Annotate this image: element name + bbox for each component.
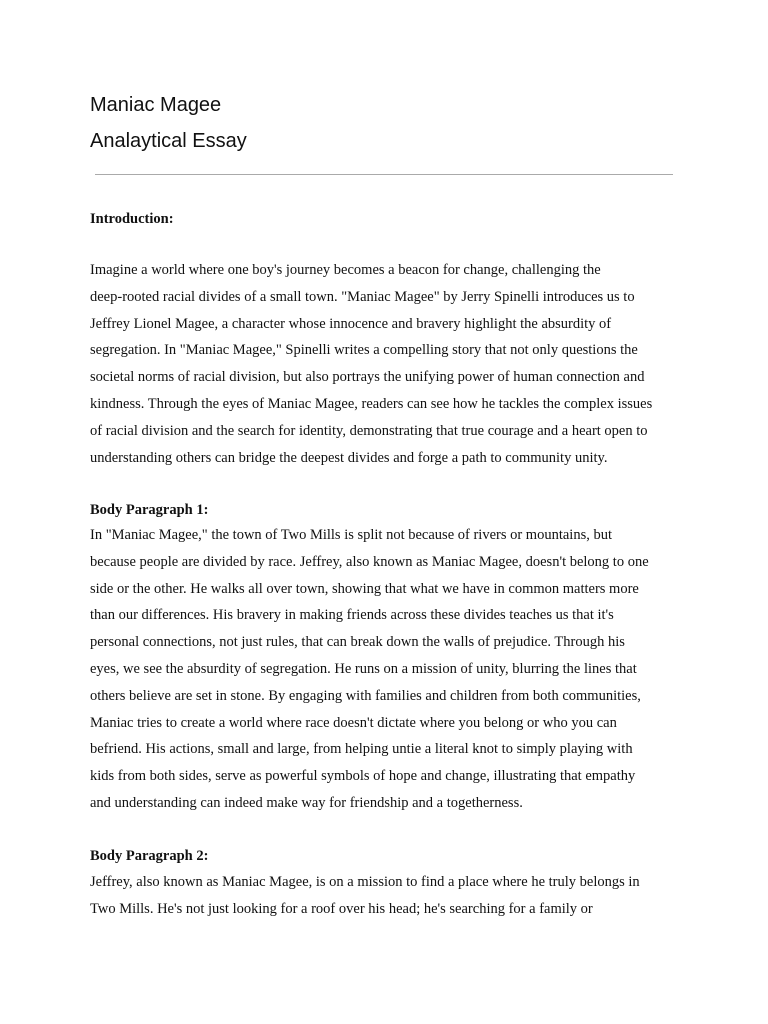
paragraph-line: because people are divided by race. Jeffrey, also known as Maniac Magee, doesn't belong to one (90, 553, 649, 570)
title-divider (95, 174, 673, 175)
paragraph-body-2 (90, 869, 690, 923)
paragraph-introduction (90, 257, 690, 471)
paragraph-line: kindness. Through the eyes of Maniac Magee, readers can see how he tackles the complex issues (90, 395, 653, 412)
paragraph-line: understanding others can bridge the deepest divides and forge a path to community unity. (90, 449, 608, 466)
paragraph-line: In "Maniac Magee," the town of Two Mills is split not because of rivers or mountains, but (90, 527, 612, 543)
paragraph-line: segregation. In "Maniac Magee," Spinelli writes a compelling story that not only questions the (90, 342, 638, 359)
document-subtitle: Analaytical Essay (90, 130, 247, 152)
paragraph-body-1 (90, 522, 690, 817)
paragraph-line: than our differences. His bravery in making friends across these divides teaches us that it's (90, 607, 614, 624)
paragraph-line: Jeffrey, also known as Maniac Magee, is on a mission to find a place where he truly belongs in (90, 874, 640, 890)
paragraph-line: kids from both sides, serve as powerful symbols of hope and change, illustrating that empathy (90, 768, 636, 785)
paragraph-line: of racial division and the search for identity, demonstrating that true courage and a heart open to (90, 422, 648, 439)
paragraph-line: others believe are set in stone. By engaging with families and children from both communities, (90, 687, 641, 704)
paragraph-line: Two Mills. He's not just looking for a roof over his head; he's searching for a family or (90, 900, 593, 917)
paragraph-line: side or the other. He walks all over town, showing that what we have in common matters more (90, 580, 639, 597)
paragraph-line: deep-rooted racial divides of a small town. "Maniac Magee" by Jerry Spinelli introduces us to (90, 288, 635, 305)
paragraph-line: and understanding can indeed make way for friendship and a togetherness. (90, 794, 523, 811)
paragraph-line: Maniac tries to create a world where race doesn't dictate where you belong or who you can (90, 714, 617, 731)
paragraph-line: Imagine a world where one boy's journey becomes a beacon for change, challenging the (90, 262, 601, 278)
section-heading-body-paragraph-2: Body Paragraph 2: (90, 848, 209, 864)
paragraph-line: personal connections, not just rules, that can break down the walls of prejudice. Through his (90, 634, 625, 651)
paragraph-line: Jeffrey Lionel Magee, a character whose innocence and bravery highlight the absurdity of (90, 315, 612, 332)
section-heading-introduction: Introduction: (90, 211, 174, 227)
document-title: Maniac Magee (90, 94, 222, 116)
paragraph-line: befriend. His actions, small and large, from helping untie a literal knot to simply playing with (90, 741, 633, 758)
section-heading-body-paragraph-1: Body Paragraph 1: (90, 502, 209, 518)
paragraph-line: societal norms of racial division, but also portrays the unifying power of human connection and (90, 369, 645, 386)
paragraph-line: eyes, we see the absurdity of segregation. He runs on a mission of unity, blurring the lines that (90, 660, 637, 677)
